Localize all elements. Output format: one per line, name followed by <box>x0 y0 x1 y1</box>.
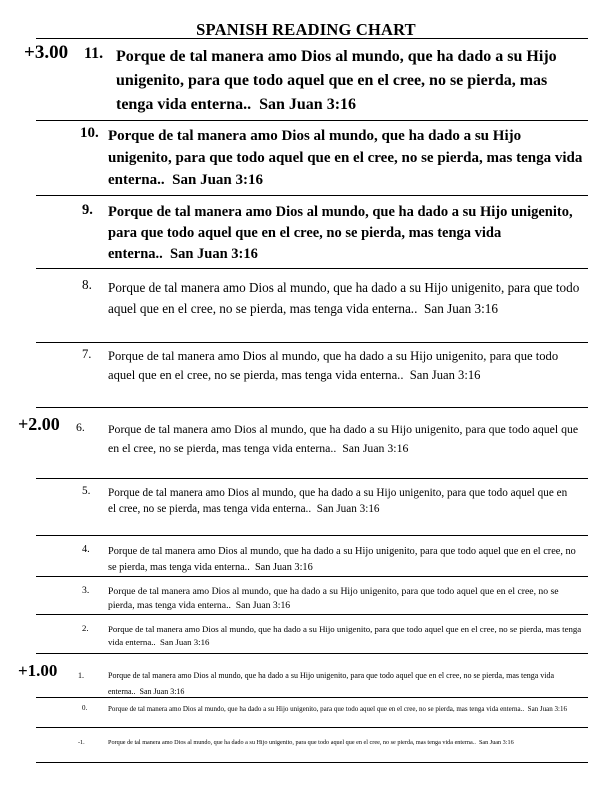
row-divider <box>36 195 588 196</box>
reading-passage: Porque de tal manera amo Dios al mundo, que ha dado a su Hijo unigenito, para que todo aquel que en el cree, no se pierda, mas tenga vida enterna.. San Juan 3:16 <box>108 349 559 382</box>
row-divider <box>36 535 588 536</box>
row-number: 1. <box>78 671 84 680</box>
reading-passage: Porque de tal manera amo Dios al mundo, que ha dado a su Hijo unigenito, para que todo aquel que en el cree, no se pierda, mas tenga vida enterna.. San Juan 3:16 <box>116 48 557 113</box>
row-number: 4. <box>82 544 90 555</box>
row-divider <box>36 478 588 479</box>
row-number: 7. <box>82 347 92 361</box>
reading-passage: Porque de tal manera amo Dios al mundo, que ha dado a su Hijo unigenito, para que todo aquel que en el cree, no se pierda, mas tenga vida enterna.. San Juan 3:16 <box>108 204 573 262</box>
row-divider <box>36 576 588 577</box>
row-divider <box>36 653 588 654</box>
row-number: 5. <box>82 485 91 497</box>
diopter-label-2: +2.00 <box>18 414 60 434</box>
row-divider <box>36 268 588 269</box>
row-number: 0. <box>82 704 88 712</box>
reading-passage: Porque de tal manera amo Dios al mundo, que ha dado a su Hijo unigenito, para que todo aquel que en el cree, no se pierda, mas tenga vida enterna.. San Juan 3:16 <box>108 546 576 573</box>
row-number: 10. <box>80 125 99 141</box>
reading-passage: Porque de tal manera amo Dios al mundo, que ha dado a su Hijo unigenito, para que todo aquel que en el cree, no se pierda, mas tenga vida enterna.. San Juan 3:16 <box>108 671 555 696</box>
row-number: 3. <box>82 585 90 596</box>
reading-passage: Porque de tal manera amo Dios al mundo, que ha dado a su Hijo unigenito, para que todo aquel que en el cree, no se pierda, mas tenga vida enterna.. San Juan 3:16 <box>108 624 582 647</box>
row-divider <box>36 407 588 408</box>
reading-passage: Porque de tal manera amo Dios al mundo, que ha dado a su Hijo unigenito, para que todo aquel que en el cree, no se pierda, mas tenga vida enterna.. San Juan 3:16 <box>108 586 559 611</box>
diopter-label-3: +3.00 <box>24 42 69 63</box>
reading-passage: Porque de tal manera amo Dios al mundo, que ha dado a su Hijo unigenito, para que todo aquel que en el cree, no se pierda, mas tenga vida enterna.. San Juan 3:16 <box>108 705 567 713</box>
row-number: 2. <box>82 623 89 633</box>
row-number: -1. <box>78 739 85 746</box>
row-number: 11. <box>84 45 104 62</box>
row-number: 8. <box>82 277 92 292</box>
reading-passage: Porque de tal manera amo Dios al mundo, que ha dado a su Hijo unigenito, para que todo aquel que en el cree, no se pierda, mas tenga vida enterna.. San Juan 3:16 <box>108 422 579 455</box>
reading-passage: Porque de tal manera amo Dios al mundo, que ha dado a su Hijo unigenito, para que todo aquel que en el cree, no se pierda, mas tenga vida enterna.. San Juan 3:16 <box>108 128 583 188</box>
row-divider <box>36 614 588 615</box>
diopter-label-1: +1.00 <box>18 661 58 680</box>
row-number: 9. <box>82 202 93 218</box>
row-divider <box>36 727 588 728</box>
row-number: 6. <box>76 420 85 434</box>
title-underline <box>36 38 588 39</box>
row-divider <box>36 762 588 763</box>
chart-title: SPANISH READING CHART <box>196 20 416 39</box>
reading-passage: Porque de tal manera amo Dios al mundo, que ha dado a su Hijo unigenito, para que todo aquel que en el cree, no se pierda, mas tenga vida enterna.. San Juan 3:16 <box>108 280 580 316</box>
reading-passage: Porque de tal manera amo Dios al mundo, que ha dado a su Hijo unigenito, para que todo aquel que en el cree, no se pierda, mas tenga vida enterna.. San Juan 3:16 <box>108 487 568 515</box>
reading-passage: Porque de tal manera amo Dios al mundo, que ha dado a su Hijo unigenito, para que todo aquel que en el cree, no se pierda, mas tenga vida enterna.. San Juan 3:16 <box>108 739 514 746</box>
row-divider <box>36 342 588 343</box>
row-divider <box>36 120 588 121</box>
